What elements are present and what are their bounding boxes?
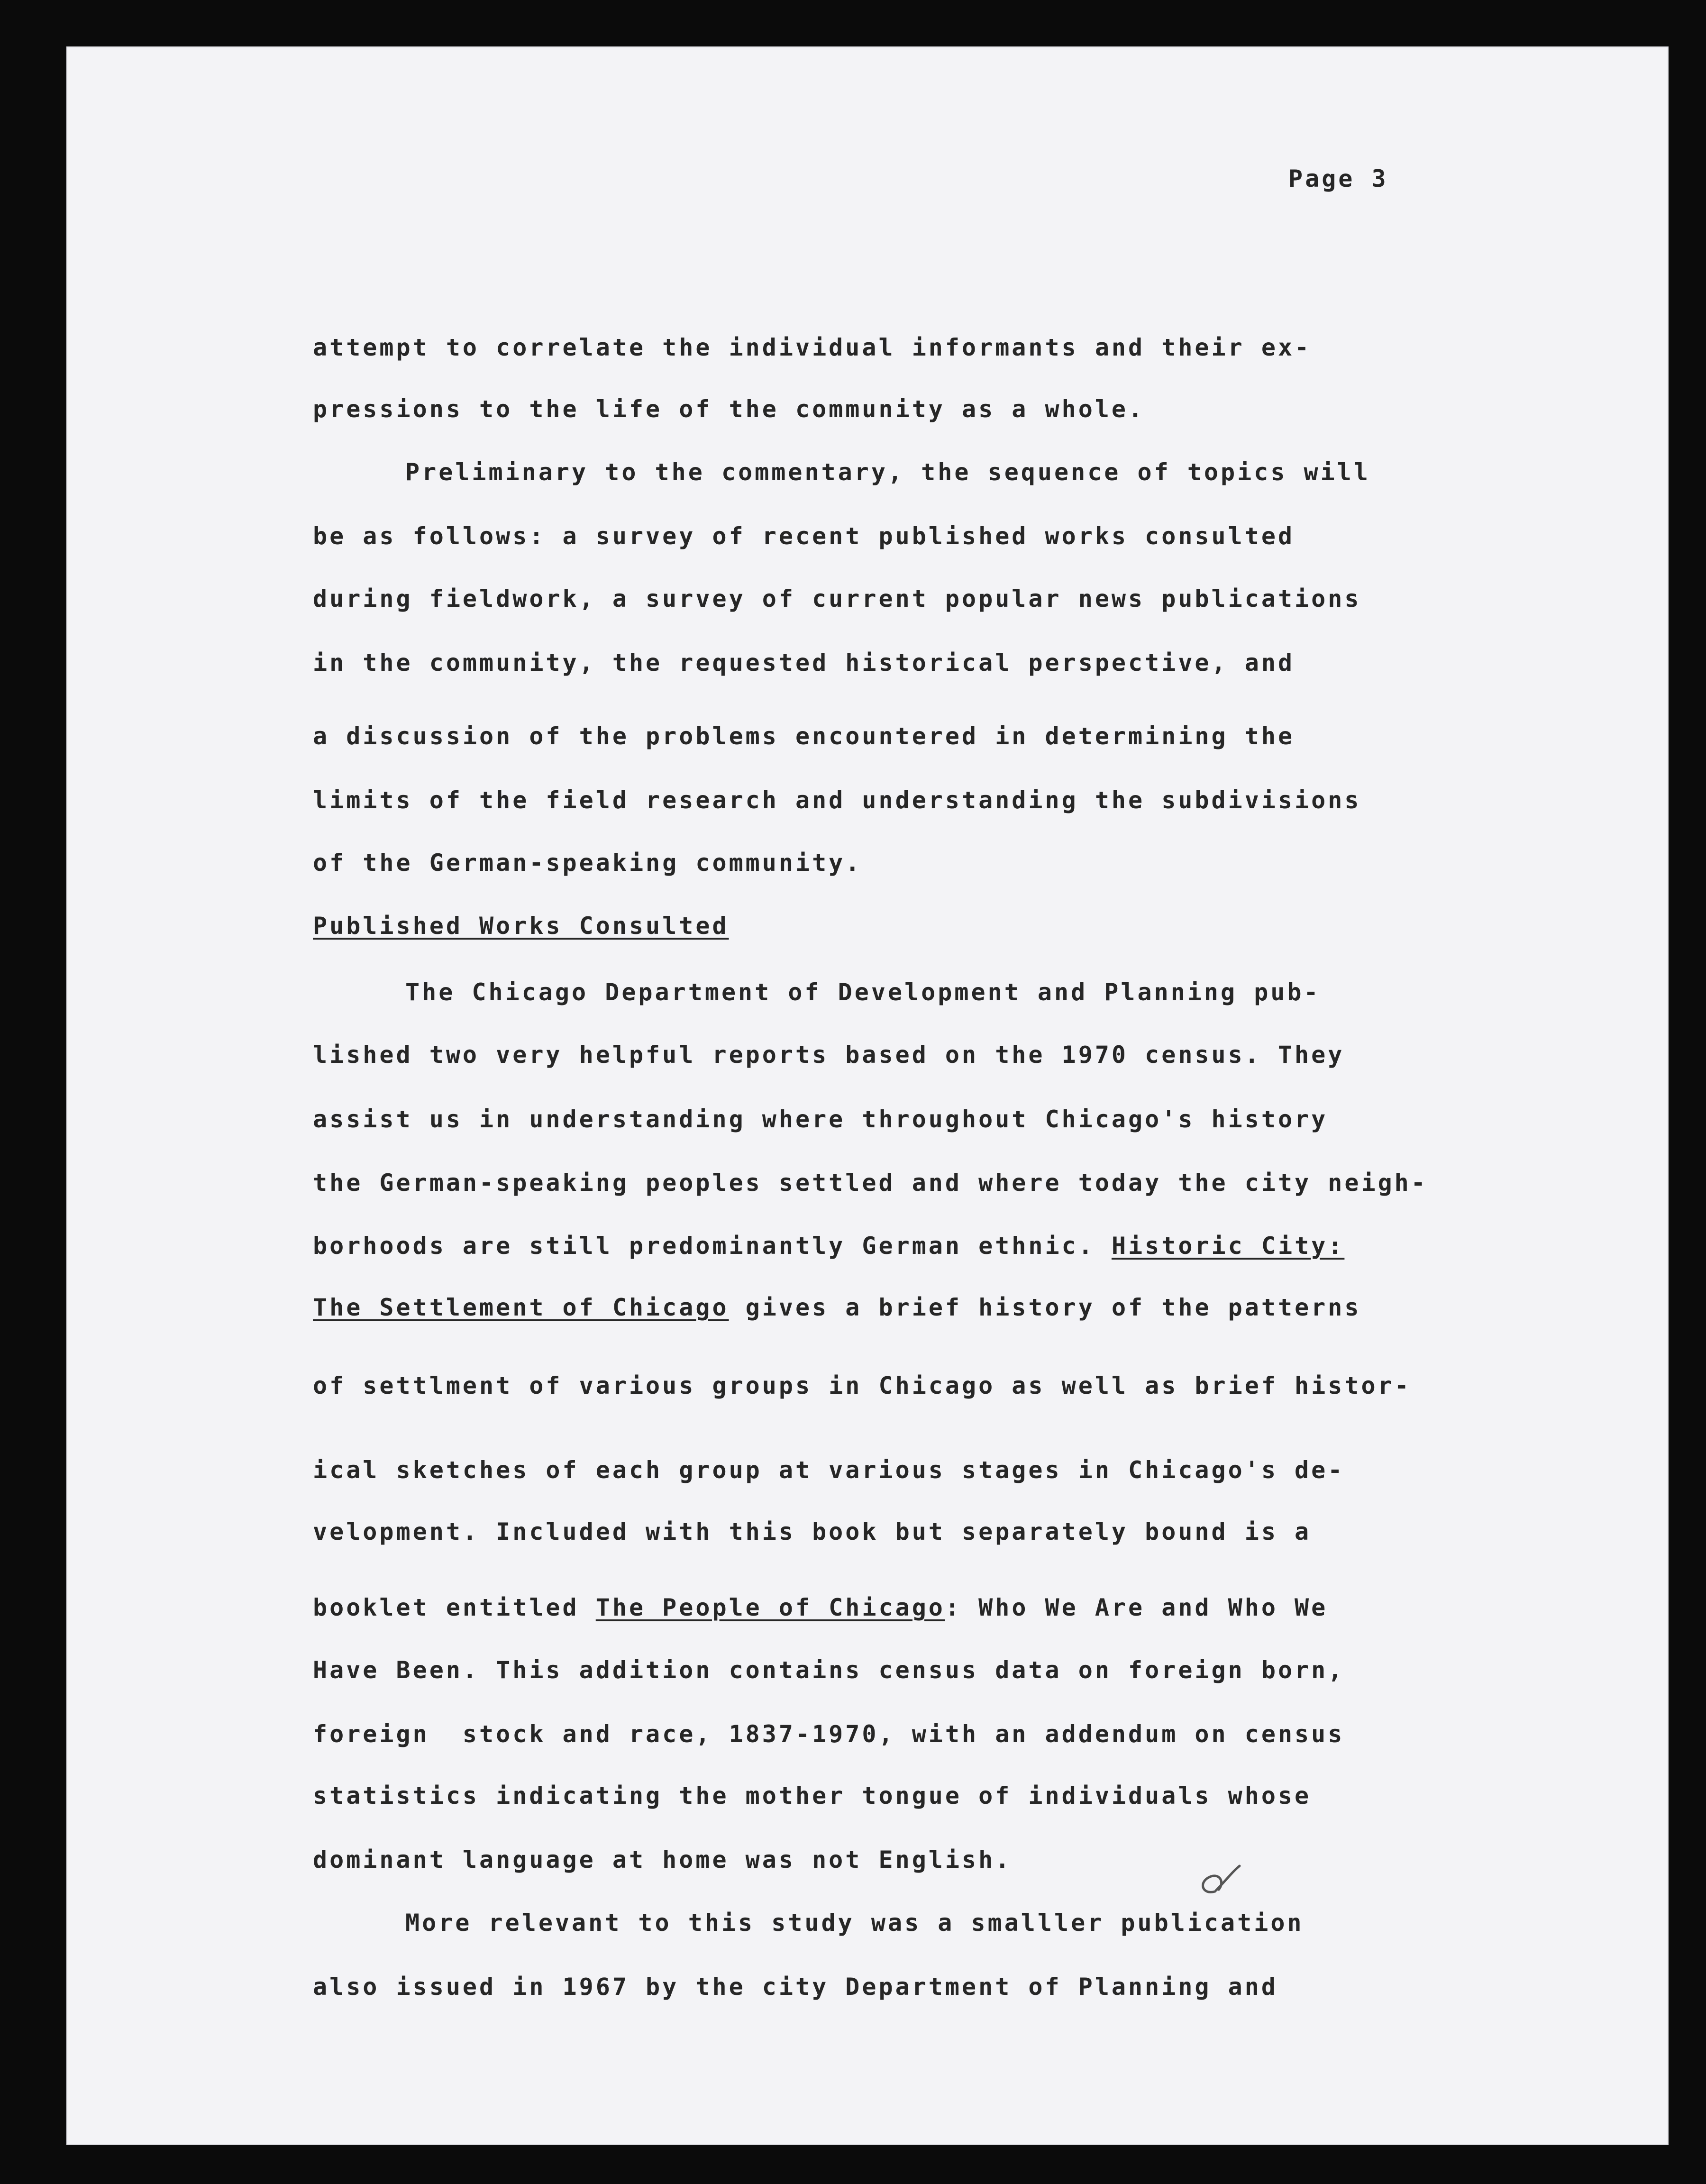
text-line: foreign stock and race, 1837-1970, with an addendum on census	[313, 1720, 1345, 1748]
title-historic-city: Historic City:	[1111, 1232, 1345, 1260]
text-line: limits of the field research and understanding the subdivisions	[313, 786, 1361, 814]
title-people-of-chicago: The People of Chicago	[595, 1594, 945, 1621]
text-line: the German-speaking peoples settled and where today the city neigh-	[313, 1169, 1428, 1197]
text-line: More relevant to this study was a smalller publication	[405, 1909, 1304, 1937]
text-line: dominant language at home was not English.	[313, 1846, 1012, 1873]
title-settlement-of-chicago: The Settlement of Chicago	[313, 1294, 729, 1321]
text-line: a discussion of the problems encountered in determining the	[313, 722, 1295, 750]
text-line: booklet entitled The People of Chicago: Who We Are and Who We	[313, 1594, 1328, 1621]
document-page	[66, 46, 1669, 2145]
text-line: of the German-speaking community.	[313, 849, 862, 877]
typed-text-body	[66, 46, 1669, 2145]
text-line: The Settlement of Chicago gives a brief history of the patterns	[313, 1294, 1361, 1321]
text-line: during fieldwork, a survey of current popular news publications	[313, 585, 1361, 612]
text-line: also issued in 1967 by the city Department of Planning and	[313, 1973, 1278, 2001]
text-line: statistics indicating the mother tongue of individuals whose	[313, 1782, 1312, 1809]
text-line: assist us in understanding where throughout Chicago's history	[313, 1106, 1328, 1133]
section-heading: Published Works Consulted	[313, 912, 729, 940]
text-line: ical sketches of each group at various stages in Chicago's de-	[313, 1456, 1345, 1484]
text-line: borhoods are still predominantly German ethnic. Historic City:	[313, 1232, 1345, 1260]
handwritten-correction-mark	[1187, 1862, 1244, 1905]
text-line: Have Been. This addition contains census data on foreign born,	[313, 1656, 1345, 1684]
text-line: attempt to correlate the individual informants and their ex-	[313, 334, 1312, 361]
page-number: Page 3	[1288, 165, 1388, 192]
text-line: pressions to the life of the community as a whole.	[313, 395, 1145, 423]
text-line: lished two very helpful reports based on the 1970 census. They	[313, 1041, 1345, 1069]
text-line: velopment. Included with this book but separately bound is a	[313, 1518, 1312, 1545]
text-line: The Chicago Department of Development and Planning pub-	[405, 978, 1321, 1006]
text-line: of settlment of various groups in Chicago as well as brief histor-	[313, 1372, 1411, 1399]
text-line: be as follows: a survey of recent published works consulted	[313, 522, 1295, 550]
text-line: Preliminary to the commentary, the sequence of topics will	[405, 458, 1370, 486]
text-line: in the community, the requested historical perspective, and	[313, 649, 1295, 676]
